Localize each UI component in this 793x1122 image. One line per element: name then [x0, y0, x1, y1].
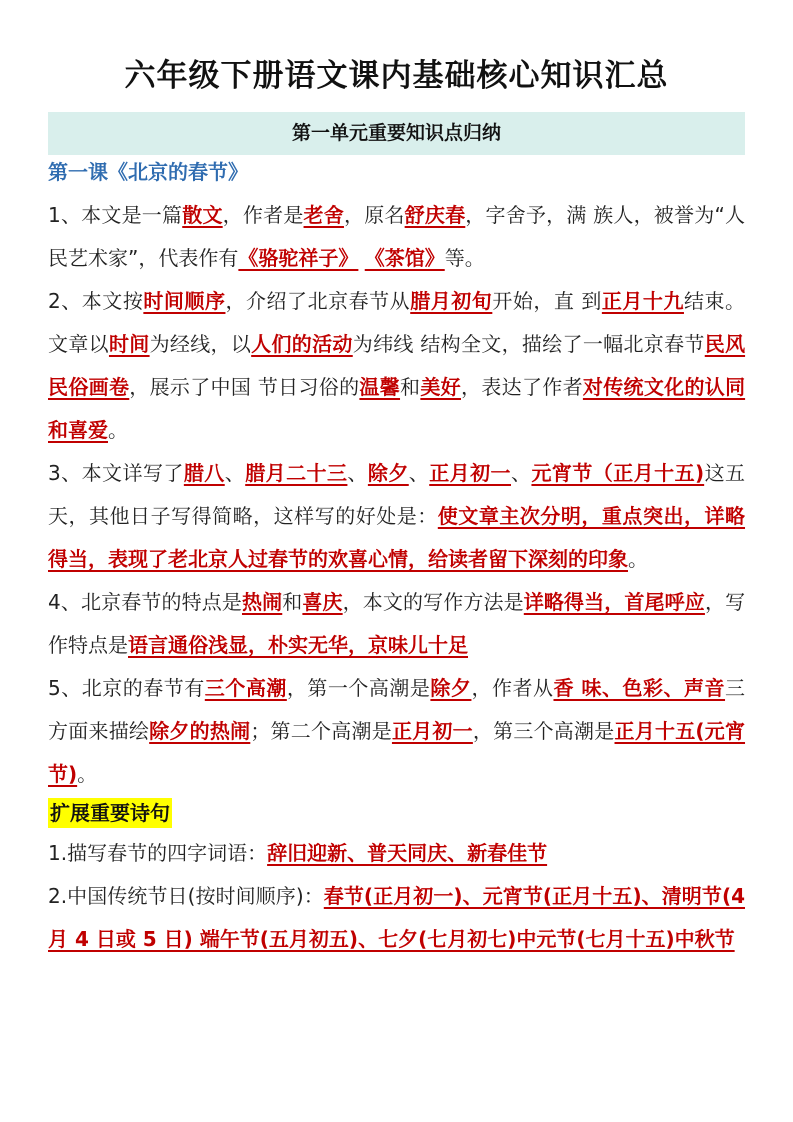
answer-text: 使文章主次分明，重点突出，详略得当，表现了老北京人过春节的欢喜心情，给读者留下深刻的印象 — [48, 504, 746, 571]
body-text: 。 — [77, 762, 98, 786]
answer-text: 正月十五(元宵节) — [48, 719, 746, 786]
answer-text: 美好 — [420, 375, 461, 399]
body-text: 、 — [511, 461, 532, 485]
extension-item-2 — [48, 875, 745, 961]
answer-text: 散文 — [182, 203, 223, 227]
body-text: ，作者是 — [222, 203, 304, 227]
body-text: 三方面来描绘 — [48, 676, 746, 743]
answer-text: 老舍 — [303, 203, 344, 227]
body-text: 。 — [628, 547, 648, 571]
answer-text: 辞旧迎新、普天同庆、新春佳节 — [267, 841, 548, 865]
answer-text: 除夕的热闹 — [149, 719, 251, 743]
answer-text: 温馨 — [359, 375, 401, 399]
body-text: 2.中国传统节日(按时间顺序)： — [48, 884, 324, 908]
body-text: 1、本文是一篇 — [48, 203, 183, 227]
body-text: 、 — [408, 461, 430, 485]
knowledge-point-3 — [48, 452, 745, 581]
answer-text: 春节(正月初一)、元宵节(正月十五)、清明节(4 月 4 日或 5 日) 端午节(五月初五)、七夕(七月初七)中元节(七月十五)中秋节 — [48, 884, 745, 951]
body-text: 和 — [400, 375, 421, 399]
body-text: ，介绍了北京春节从 — [225, 289, 411, 313]
knowledge-point-1 — [48, 194, 745, 280]
body-text: 。 — [108, 418, 128, 442]
answer-text: 喜庆 — [302, 590, 343, 614]
body-text: 2、本文按 — [48, 289, 144, 313]
body-text: ，第三个高潮是 — [472, 719, 615, 743]
answer-text: 详略得当，首尾呼应 — [523, 590, 705, 614]
answer-text: 元宵节（正月十五) — [531, 461, 705, 485]
body-text: 等。 — [444, 246, 485, 270]
knowledge-point-5 — [48, 667, 745, 796]
knowledge-point-2 — [48, 280, 745, 452]
body-text: ，第一个高潮是 — [286, 676, 431, 700]
answer-text: 三个高潮 — [204, 676, 287, 700]
lesson-title: 第一课《北京的春节》 — [48, 160, 248, 184]
answer-text: 正月初一 — [429, 461, 511, 485]
body-text: ；第二个高潮是 — [250, 719, 392, 743]
extension-item-1 — [48, 832, 745, 875]
knowledge-points — [48, 194, 745, 796]
answer-text: 民风民俗画卷 — [48, 332, 746, 399]
answer-text: 对传统文化的认同和喜爱 — [48, 375, 746, 442]
page-title: 六年级下册语文课内基础核心知识汇总 — [124, 58, 669, 94]
body-text: ，本文的写作方法是 — [342, 590, 524, 614]
body-text: 、 — [224, 461, 246, 485]
answer-text: 正月十九 — [601, 289, 684, 313]
answer-text: 腊八 — [183, 461, 225, 485]
answer-text: 腊月二十三 — [245, 461, 348, 485]
unit-heading: 第一单元重要知识点归纳 — [48, 112, 745, 155]
answer-text: 时间顺序 — [143, 289, 226, 313]
answer-text: 热闹 — [241, 590, 283, 614]
answer-text: 人们的活动 — [251, 332, 353, 356]
answer-text: 时间 — [108, 332, 150, 356]
answer-text: 舒庆春 — [404, 203, 466, 227]
answer-text: 除夕 — [430, 676, 472, 700]
content-body — [48, 194, 745, 961]
body-text: 开始，直 到 — [492, 289, 602, 313]
answer-text: 除夕 — [367, 461, 409, 485]
body-text: 5、北京的春节有 — [48, 676, 205, 700]
body-text: ，原名 — [343, 203, 405, 227]
answer-text: 腊月初旬 — [410, 289, 493, 313]
body-text: ，表达了作者 — [461, 375, 583, 399]
knowledge-point-4 — [48, 581, 745, 667]
answer-text: 语言通俗浅显，朴实无华，京味儿十足 — [128, 633, 468, 657]
body-text: ，写作特点是 — [48, 590, 746, 657]
answer-text: 《骆驼祥子》 — [238, 246, 359, 270]
body-text: 、 — [347, 461, 368, 485]
body-text: 和 — [282, 590, 303, 614]
body-text: 为纬线 结构全文，描绘了一幅北京春节 — [352, 332, 705, 356]
body-text: 结束。文章以 — [48, 289, 746, 356]
body-text: 1.描写春节的四字词语： — [48, 841, 268, 865]
body-text: ，展示了中国 节日习俗的 — [129, 375, 360, 399]
body-text: 4、北京春节的特点是 — [48, 590, 242, 614]
answer-text: 香 味、色彩、声音 — [553, 676, 726, 700]
body-text: ，字舍予，满 族人，被誉为“人民艺术家”，代表作有 — [48, 203, 746, 270]
answer-text: 《茶馆》 — [364, 246, 445, 270]
body-text: 这五天，其他日子写得简略，这样写的好处是： — [48, 461, 746, 528]
extension-list — [48, 832, 745, 961]
extension-heading: 扩展重要诗句 — [48, 798, 172, 828]
body-text: 为经线，以 — [149, 332, 252, 356]
body-text: 3、本文详写了 — [48, 461, 184, 485]
body-text: ，作者从 — [471, 676, 554, 700]
answer-text: 正月初一 — [391, 719, 473, 743]
